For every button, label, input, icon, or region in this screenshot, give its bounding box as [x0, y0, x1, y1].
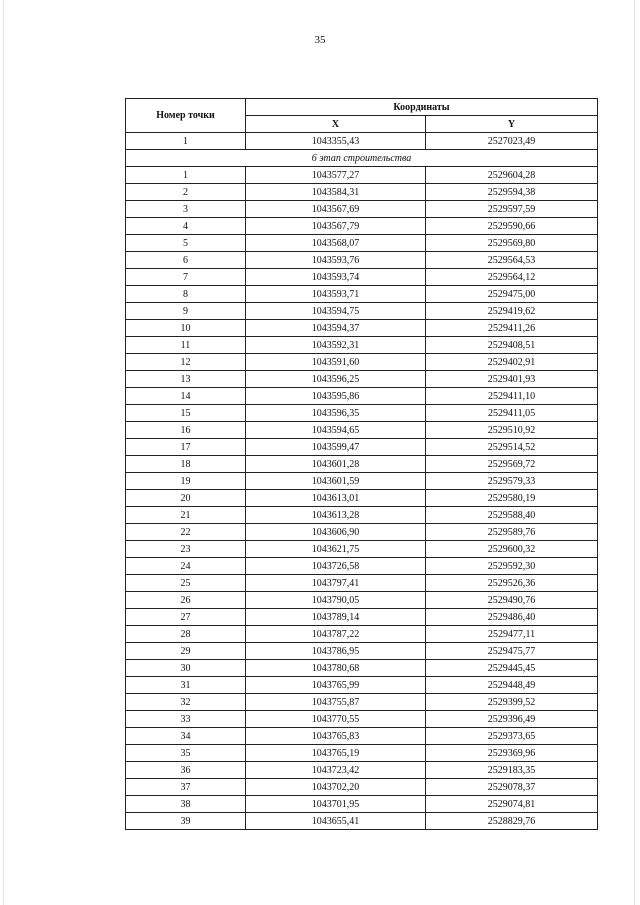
- cell-y: 2529564,53: [426, 252, 598, 269]
- cell-x: 1043613,28: [246, 507, 426, 524]
- table-row: [126, 354, 598, 371]
- table-row: [126, 609, 598, 626]
- table-row: [126, 490, 598, 507]
- stage-label: 6 этап строительства: [126, 150, 598, 167]
- cell-x: 1043789,14: [246, 609, 426, 626]
- cell-x: 1043596,25: [246, 371, 426, 388]
- table-row: [126, 643, 598, 660]
- table-row: [126, 592, 598, 609]
- cell-point-number: 30: [126, 660, 246, 677]
- cell-y: 2529074,81: [426, 796, 598, 813]
- cell-x: 1043723,42: [246, 762, 426, 779]
- table-row: [126, 694, 598, 711]
- cell-point-number: 27: [126, 609, 246, 626]
- cell-y: 2529592,30: [426, 558, 598, 575]
- table-row: [126, 813, 598, 830]
- cell-y: 2529579,33: [426, 473, 598, 490]
- cell-y: 2529526,36: [426, 575, 598, 592]
- cell-point-number: 14: [126, 388, 246, 405]
- table-row: [126, 524, 598, 541]
- cell-point-number: 1: [126, 133, 246, 150]
- table-row: [126, 558, 598, 575]
- cell-point-number: 16: [126, 422, 246, 439]
- table-row: [126, 235, 598, 252]
- table-row: [126, 762, 598, 779]
- cell-y: 2529589,76: [426, 524, 598, 541]
- cell-y: 2529411,10: [426, 388, 598, 405]
- cell-y: 2529590,66: [426, 218, 598, 235]
- cell-point-number: 23: [126, 541, 246, 558]
- table-row: [126, 371, 598, 388]
- header-x: X: [246, 116, 426, 133]
- cell-point-number: 9: [126, 303, 246, 320]
- cell-x: 1043355,43: [246, 133, 426, 150]
- cell-point-number: 37: [126, 779, 246, 796]
- cell-y: 2529475,77: [426, 643, 598, 660]
- cell-x: 1043584,31: [246, 184, 426, 201]
- cell-y: 2529408,51: [426, 337, 598, 354]
- table-row: [126, 303, 598, 320]
- cell-point-number: 13: [126, 371, 246, 388]
- cell-y: 2529564,12: [426, 269, 598, 286]
- cell-point-number: 7: [126, 269, 246, 286]
- cell-y: 2529588,40: [426, 507, 598, 524]
- cell-x: 1043787,22: [246, 626, 426, 643]
- table-row: [126, 252, 598, 269]
- stage-row: [126, 150, 598, 167]
- table-row: [126, 456, 598, 473]
- cell-y: 2529597,59: [426, 201, 598, 218]
- table-row: [126, 745, 598, 762]
- cell-x: 1043755,87: [246, 694, 426, 711]
- cell-y: 2529475,00: [426, 286, 598, 303]
- cell-y: 2529373,65: [426, 728, 598, 745]
- cell-x: 1043765,83: [246, 728, 426, 745]
- cell-point-number: 8: [126, 286, 246, 303]
- cell-x: 1043621,75: [246, 541, 426, 558]
- table-row: [126, 405, 598, 422]
- cell-point-number: 20: [126, 490, 246, 507]
- table-row: [126, 711, 598, 728]
- cell-y: 2529401,93: [426, 371, 598, 388]
- header-y: Y: [426, 116, 598, 133]
- cell-x: 1043596,35: [246, 405, 426, 422]
- cell-y: 2529580,19: [426, 490, 598, 507]
- cell-y: 2527023,49: [426, 133, 598, 150]
- cell-y: 2529411,05: [426, 405, 598, 422]
- cell-point-number: 26: [126, 592, 246, 609]
- cell-point-number: 39: [126, 813, 246, 830]
- cell-x: 1043593,71: [246, 286, 426, 303]
- cell-point-number: 29: [126, 643, 246, 660]
- table-row: [126, 439, 598, 456]
- coordinates-table: [125, 98, 598, 830]
- cell-point-number: 11: [126, 337, 246, 354]
- cell-y: 2529569,72: [426, 456, 598, 473]
- cell-x: 1043593,74: [246, 269, 426, 286]
- cell-x: 1043567,79: [246, 218, 426, 235]
- table-row: [126, 286, 598, 303]
- cell-point-number: 5: [126, 235, 246, 252]
- cell-y: 2529419,62: [426, 303, 598, 320]
- table-row: [126, 167, 598, 184]
- cell-point-number: 36: [126, 762, 246, 779]
- table-header-row: [126, 99, 598, 116]
- table-row: [126, 507, 598, 524]
- cell-point-number: 17: [126, 439, 246, 456]
- cell-point-number: 2: [126, 184, 246, 201]
- cell-y: 2529604,28: [426, 167, 598, 184]
- cell-y: 2529183,35: [426, 762, 598, 779]
- table-row: [126, 269, 598, 286]
- table-row: [126, 337, 598, 354]
- cell-point-number: 34: [126, 728, 246, 745]
- table-row: [126, 133, 598, 150]
- cell-x: 1043786,95: [246, 643, 426, 660]
- cell-point-number: 24: [126, 558, 246, 575]
- cell-y: 2529600,32: [426, 541, 598, 558]
- cell-point-number: 33: [126, 711, 246, 728]
- cell-y: 2529411,26: [426, 320, 598, 337]
- scan-edge-right: [634, 0, 635, 905]
- table-row: [126, 473, 598, 490]
- cell-point-number: 38: [126, 796, 246, 813]
- cell-y: 2528829,76: [426, 813, 598, 830]
- cell-point-number: 6: [126, 252, 246, 269]
- cell-x: 1043765,19: [246, 745, 426, 762]
- cell-y: 2529396,49: [426, 711, 598, 728]
- table-body: [126, 133, 598, 830]
- cell-y: 2529490,76: [426, 592, 598, 609]
- cell-point-number: 15: [126, 405, 246, 422]
- cell-x: 1043765,99: [246, 677, 426, 694]
- cell-point-number: 12: [126, 354, 246, 371]
- cell-y: 2529399,52: [426, 694, 598, 711]
- table-row: [126, 184, 598, 201]
- cell-x: 1043594,65: [246, 422, 426, 439]
- cell-x: 1043599,47: [246, 439, 426, 456]
- cell-x: 1043726,58: [246, 558, 426, 575]
- cell-x: 1043655,41: [246, 813, 426, 830]
- cell-x: 1043594,75: [246, 303, 426, 320]
- cell-point-number: 10: [126, 320, 246, 337]
- cell-y: 2529477,11: [426, 626, 598, 643]
- cell-point-number: 35: [126, 745, 246, 762]
- cell-x: 1043601,28: [246, 456, 426, 473]
- cell-y: 2529402,91: [426, 354, 598, 371]
- table-row: [126, 541, 598, 558]
- cell-y: 2529369,96: [426, 745, 598, 762]
- cell-x: 1043613,01: [246, 490, 426, 507]
- cell-x: 1043797,41: [246, 575, 426, 592]
- cell-y: 2529448,49: [426, 677, 598, 694]
- cell-point-number: 18: [126, 456, 246, 473]
- cell-x: 1043606,90: [246, 524, 426, 541]
- table-row: [126, 626, 598, 643]
- cell-y: 2529486,40: [426, 609, 598, 626]
- table-row: [126, 660, 598, 677]
- page-number: 35: [314, 34, 326, 46]
- table-row: [126, 796, 598, 813]
- scan-edge-left: [3, 0, 4, 905]
- cell-point-number: 1: [126, 167, 246, 184]
- table-row: [126, 422, 598, 439]
- cell-point-number: 19: [126, 473, 246, 490]
- table-row: [126, 677, 598, 694]
- cell-x: 1043770,55: [246, 711, 426, 728]
- cell-x: 1043594,37: [246, 320, 426, 337]
- table-row: [126, 388, 598, 405]
- header-coordinates: Координаты: [246, 99, 598, 116]
- table-row: [126, 728, 598, 745]
- cell-y: 2529078,37: [426, 779, 598, 796]
- cell-point-number: 22: [126, 524, 246, 541]
- cell-x: 1043702,20: [246, 779, 426, 796]
- cell-x: 1043568,07: [246, 235, 426, 252]
- cell-x: 1043591,60: [246, 354, 426, 371]
- cell-x: 1043593,76: [246, 252, 426, 269]
- cell-x: 1043601,59: [246, 473, 426, 490]
- table-row: [126, 779, 598, 796]
- cell-point-number: 4: [126, 218, 246, 235]
- cell-y: 2529569,80: [426, 235, 598, 252]
- cell-point-number: 31: [126, 677, 246, 694]
- cell-y: 2529510,92: [426, 422, 598, 439]
- cell-y: 2529514,52: [426, 439, 598, 456]
- table-row: [126, 575, 598, 592]
- cell-point-number: 25: [126, 575, 246, 592]
- cell-point-number: 32: [126, 694, 246, 711]
- table-row: [126, 218, 598, 235]
- cell-x: 1043595,86: [246, 388, 426, 405]
- cell-point-number: 3: [126, 201, 246, 218]
- table-row: [126, 201, 598, 218]
- cell-x: 1043701,95: [246, 796, 426, 813]
- cell-point-number: 21: [126, 507, 246, 524]
- cell-point-number: 28: [126, 626, 246, 643]
- cell-x: 1043567,69: [246, 201, 426, 218]
- cell-x: 1043780,68: [246, 660, 426, 677]
- cell-y: 2529445,45: [426, 660, 598, 677]
- cell-x: 1043790,05: [246, 592, 426, 609]
- table-row: [126, 320, 598, 337]
- cell-x: 1043577,27: [246, 167, 426, 184]
- cell-x: 1043592,31: [246, 337, 426, 354]
- cell-y: 2529594,38: [426, 184, 598, 201]
- header-point-number: Номер точки: [126, 99, 246, 133]
